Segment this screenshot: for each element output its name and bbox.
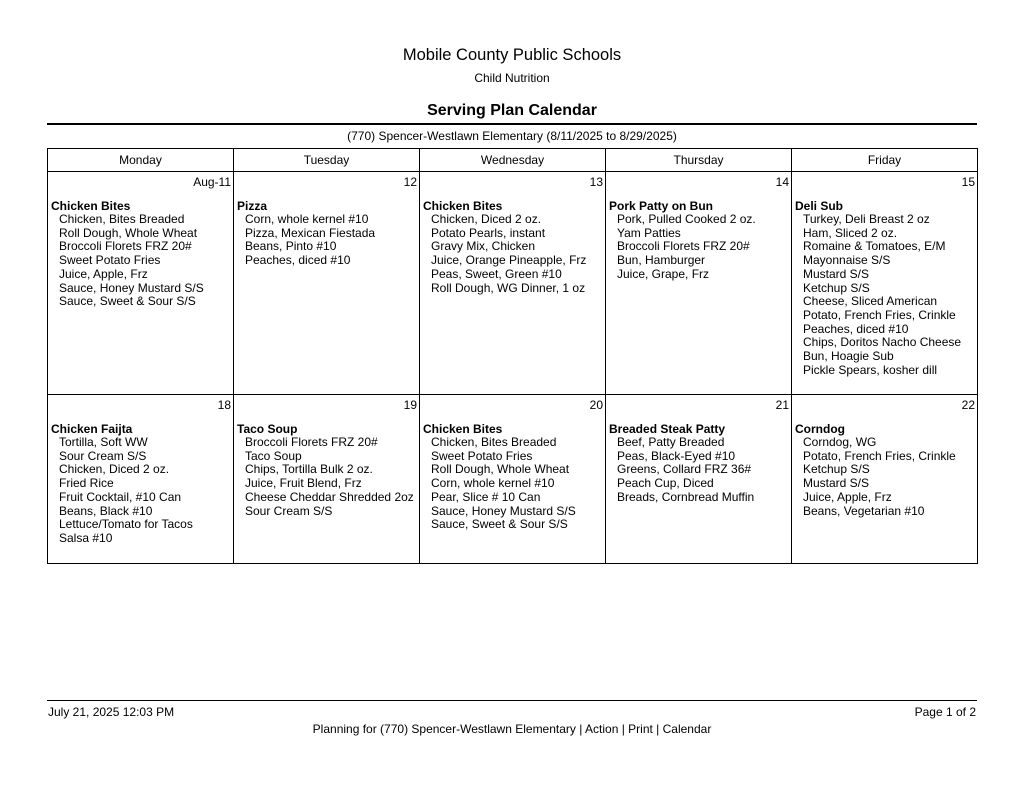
day-number: 19 bbox=[403, 398, 417, 412]
menu-items-list bbox=[420, 213, 605, 295]
day-number: Aug-11 bbox=[193, 175, 231, 189]
menu-item: Peaches, diced #10 bbox=[245, 253, 351, 268]
menu-item: Mustard S/S bbox=[803, 266, 870, 281]
menu-item: Fruit Cocktail, #10 Can bbox=[59, 489, 182, 504]
menu-item: Fried Rice bbox=[59, 476, 114, 491]
day-cell-friday bbox=[792, 395, 978, 564]
menu-item: Beans, Black #10 bbox=[59, 503, 153, 518]
menu-item: Mustard S/S bbox=[803, 476, 870, 491]
entree-name: Breaded Steak Patty bbox=[609, 422, 726, 436]
menu-item: Pizza, Mexican Fiestada bbox=[245, 225, 376, 240]
menu-item: Chicken, Bites Breaded bbox=[431, 435, 557, 449]
day-number: 18 bbox=[217, 398, 231, 412]
menu-items-list bbox=[606, 213, 791, 282]
menu-item: Corndog, WG bbox=[803, 435, 877, 449]
menu-item: Chicken, Diced 2 oz. bbox=[431, 212, 542, 226]
menu-item: Sour Cream S/S bbox=[245, 503, 333, 518]
menu-item: Juice, Apple, Frz bbox=[803, 489, 892, 504]
menu-item: Juice, Grape, Frz bbox=[617, 266, 710, 281]
menu-item: Chips, Tortilla Bulk 2 oz. bbox=[245, 462, 373, 477]
menu-items-list bbox=[420, 436, 605, 532]
day-header-tuesday: Tuesday bbox=[234, 149, 420, 172]
footer-divider bbox=[47, 700, 977, 701]
day-number: 14 bbox=[775, 175, 789, 189]
menu-item: Sauce, Honey Mustard S/S bbox=[431, 503, 576, 518]
menu-item: Potato, French Fries, Crinkle bbox=[803, 448, 956, 463]
menu-item: Beans, Vegetarian #10 bbox=[803, 503, 925, 518]
menu-item: Pear, Slice # 10 Can bbox=[431, 489, 541, 504]
menu-item: Peaches, diced #10 bbox=[803, 321, 909, 336]
serving-calendar bbox=[47, 148, 978, 564]
entree-name: Chicken Bites bbox=[423, 422, 503, 436]
entree-name: Chicken Bites bbox=[51, 199, 131, 213]
entree-name: Taco Soup bbox=[237, 422, 298, 436]
entree-name: Corndog bbox=[795, 422, 845, 436]
day-header-friday: Friday bbox=[792, 149, 978, 172]
menu-items-list bbox=[234, 436, 419, 518]
menu-item: Greens, Collard FRZ 36# bbox=[617, 462, 752, 477]
menu-items-list bbox=[792, 213, 977, 377]
menu-item: Lettuce/Tomato for Tacos bbox=[59, 517, 193, 532]
print-timestamp: July 21, 2025 12:03 PM bbox=[48, 705, 175, 719]
day-cell-friday bbox=[792, 172, 978, 395]
day-cell-monday bbox=[48, 395, 234, 564]
menu-item: Ham, Sliced 2 oz. bbox=[803, 225, 898, 240]
menu-item: Ketchup S/S bbox=[803, 280, 870, 295]
menu-item: Corn, whole kernel #10 bbox=[245, 212, 369, 226]
day-header-monday: Monday bbox=[48, 149, 234, 172]
entree-name: Pizza bbox=[237, 199, 268, 213]
menu-item: Chicken, Bites Breaded bbox=[59, 212, 185, 226]
menu-items-list bbox=[48, 213, 233, 309]
menu-items-list bbox=[606, 436, 791, 505]
menu-item: Chicken, Diced 2 oz. bbox=[59, 462, 170, 477]
menu-item: Juice, Fruit Blend, Frz bbox=[245, 476, 362, 491]
entree-name: Pork Patty on Bun bbox=[609, 199, 714, 213]
menu-item: Romaine & Tomatoes, E/M bbox=[803, 239, 946, 254]
menu-item: Juice, Apple, Frz bbox=[59, 266, 148, 281]
menu-items-list bbox=[48, 436, 233, 546]
menu-item: Gravy Mix, Chicken bbox=[431, 239, 536, 254]
menu-item: Sauce, Sweet & Sour S/S bbox=[431, 517, 568, 532]
calendar-week-row bbox=[48, 172, 978, 395]
day-number: 15 bbox=[961, 175, 975, 189]
menu-item: Sauce, Honey Mustard S/S bbox=[59, 280, 204, 295]
day-cell-wednesday bbox=[420, 395, 606, 564]
menu-item: Sauce, Sweet & Sour S/S bbox=[59, 294, 196, 309]
weekday-header-row bbox=[48, 149, 978, 172]
menu-item: Potato, French Fries, Crinkle bbox=[803, 307, 956, 322]
page-number: Page 1 of 2 bbox=[914, 705, 976, 719]
menu-item: Sweet Potato Fries bbox=[59, 253, 161, 268]
menu-item: Cheese, Sliced American bbox=[803, 294, 938, 309]
menu-item: Roll Dough, WG Dinner, 1 oz bbox=[431, 280, 586, 295]
page-title: Serving Plan Calendar bbox=[427, 102, 597, 119]
menu-item: Sour Cream S/S bbox=[59, 448, 147, 463]
menu-items-list bbox=[792, 436, 977, 518]
menu-item: Pickle Spears, kosher dill bbox=[803, 362, 938, 377]
entree-name: Chicken Bites bbox=[423, 199, 503, 213]
menu-item: Juice, Orange Pineapple, Frz bbox=[431, 253, 587, 268]
day-cell-monday bbox=[48, 172, 234, 395]
menu-item: Corn, whole kernel #10 bbox=[431, 476, 555, 491]
day-cell-thursday bbox=[606, 395, 792, 564]
day-cell-tuesday bbox=[234, 395, 420, 564]
day-cell-tuesday bbox=[234, 172, 420, 395]
menu-item: Broccoli Florets FRZ 20# bbox=[245, 435, 378, 449]
title-divider bbox=[47, 123, 977, 125]
menu-item: Salsa #10 bbox=[59, 530, 113, 545]
department-name: Child Nutrition bbox=[474, 71, 550, 85]
menu-item: Broccoli Florets FRZ 20# bbox=[59, 239, 192, 254]
menu-item: Ketchup S/S bbox=[803, 462, 870, 477]
menu-item: Taco Soup bbox=[245, 448, 302, 463]
menu-item: Sweet Potato Fries bbox=[431, 448, 533, 463]
day-number: 21 bbox=[775, 398, 789, 412]
menu-item: Tortilla, Soft WW bbox=[59, 435, 148, 449]
school-date-range: (770) Spencer-Westlawn Elementary (8/11/2025 to 8/29/2025) bbox=[347, 129, 677, 143]
menu-item: Breads, Cornbread Muffin bbox=[617, 489, 755, 504]
menu-item: Yam Patties bbox=[617, 225, 681, 240]
menu-item: Turkey, Deli Breast 2 oz bbox=[803, 212, 930, 226]
day-number: 22 bbox=[961, 398, 975, 412]
day-number: 20 bbox=[589, 398, 603, 412]
menu-item: Potato Pearls, instant bbox=[431, 225, 546, 240]
organization-name: Mobile County Public Schools bbox=[402, 46, 622, 64]
entree-name: Deli Sub bbox=[795, 199, 844, 213]
planning-footer: Planning for (770) Spencer-Westlawn Elementary | Action | Print | Calendar bbox=[312, 722, 712, 736]
menu-item: Bun, Hoagie Sub bbox=[803, 349, 894, 364]
menu-item: Chips, Doritos Nacho Cheese bbox=[803, 335, 962, 350]
menu-item: Peas, Black-Eyed #10 bbox=[617, 448, 736, 463]
menu-item: Broccoli Florets FRZ 20# bbox=[617, 239, 750, 254]
entree-name: Chicken Faijta bbox=[51, 422, 133, 436]
calendar-week-row bbox=[48, 395, 978, 564]
day-cell-wednesday bbox=[420, 172, 606, 395]
menu-item: Roll Dough, Whole Wheat bbox=[431, 462, 570, 477]
menu-item: Peach Cup, Diced bbox=[617, 476, 714, 491]
day-header-thursday: Thursday bbox=[606, 149, 792, 172]
day-number: 12 bbox=[403, 175, 417, 189]
menu-item: Mayonnaise S/S bbox=[803, 253, 891, 268]
menu-item: Pork, Pulled Cooked 2 oz. bbox=[617, 212, 756, 226]
day-header-wednesday: Wednesday bbox=[420, 149, 606, 172]
menu-item: Cheese Cheddar Shredded 2oz bbox=[245, 489, 414, 504]
menu-item: Roll Dough, Whole Wheat bbox=[59, 225, 198, 240]
menu-item: Bun, Hamburger bbox=[617, 253, 706, 268]
day-cell-thursday bbox=[606, 172, 792, 395]
menu-item: Beans, Pinto #10 bbox=[245, 239, 337, 254]
menu-items-list bbox=[234, 213, 419, 268]
day-number: 13 bbox=[589, 175, 603, 189]
menu-item: Peas, Sweet, Green #10 bbox=[431, 266, 562, 281]
menu-item: Beef, Patty Breaded bbox=[617, 435, 725, 449]
